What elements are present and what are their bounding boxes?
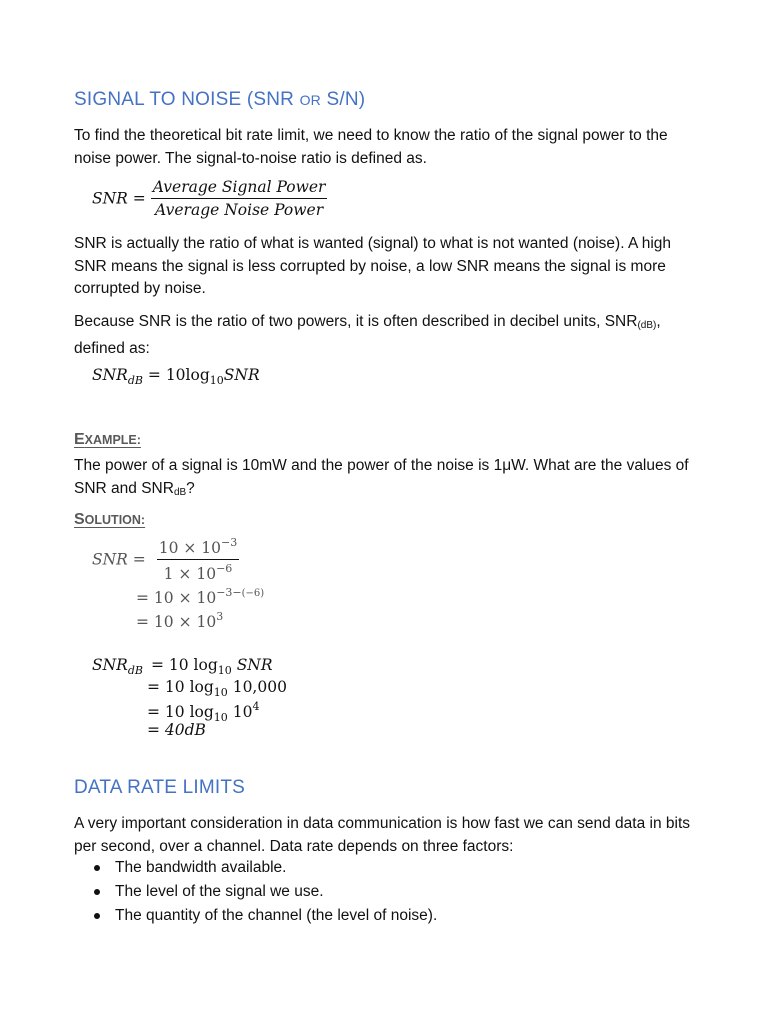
section-heading-snr [74, 89, 365, 111]
step2-base: = 10 × 10 [136, 589, 217, 607]
db3-b: 10 [227, 703, 253, 721]
snr-db-eq: = 10log [142, 366, 210, 384]
bullet-icon [94, 913, 100, 919]
decibel-text-sub: (dB) [637, 320, 657, 331]
db1-b: SNR [231, 656, 273, 674]
formula-denominator: Average Noise Power [155, 201, 324, 219]
db-lhs: SNR [92, 656, 128, 674]
snr-db-formula [92, 366, 260, 387]
heading-text: SIGNAL TO NOISE (SNR [74, 89, 300, 110]
solution-numerator [157, 536, 240, 560]
db3-exp: 4 [252, 700, 260, 713]
solution-db-line-4: = 40dB [147, 721, 206, 739]
list-item [74, 880, 437, 904]
heading-text-end: S/N) [320, 89, 366, 110]
example-heading-rest: XAMPLE: [84, 433, 141, 447]
solution-step-2 [136, 586, 264, 607]
data-rate-paragraph [74, 813, 704, 858]
step2-exp-b: (−6) [241, 588, 265, 599]
list-item-text: The quantity of the channel (the level of noise). [115, 907, 438, 924]
snr-db-lhs-sub: dB [127, 374, 143, 387]
example-heading [74, 431, 141, 449]
step3-exp: 3 [216, 610, 224, 623]
intro-paragraph [74, 125, 704, 170]
snr-explanation-paragraph [74, 233, 704, 301]
formula-lhs: SNR = [92, 189, 146, 208]
solution-denominator [157, 560, 240, 583]
solution-den-exp: −6 [216, 562, 233, 575]
db2-sub: 10 [213, 686, 228, 699]
factors-list [74, 856, 437, 928]
decibel-text [74, 311, 704, 360]
formula-numerator: Average Signal Power [151, 178, 328, 199]
solution-db-line-1 [92, 656, 273, 677]
snr-db-tail: SNR [223, 366, 260, 384]
bullet-icon [94, 865, 100, 871]
list-item-text: The level of the signal we use. [115, 883, 324, 900]
example-paragraph [74, 455, 704, 504]
step2-exp-a: −3− [216, 586, 242, 599]
example-text-a: The power of a signal is 10mW and the power of the noise is 1μW. What are the values of SNR and SNR [74, 457, 689, 497]
bullet-icon [94, 889, 100, 895]
decibel-paragraph [74, 311, 704, 360]
db-lhs-sub: dB [127, 664, 143, 677]
formula-fraction [151, 178, 328, 219]
solution-snr-fraction [92, 536, 239, 583]
solution-num-base: 10 × 10 [158, 539, 221, 557]
db2-a: = 10 log [147, 678, 214, 696]
list-item [74, 856, 437, 880]
solution-heading [74, 511, 145, 529]
step3-base: = 10 × 10 [136, 613, 217, 631]
section-heading-data-rate: DATA RATE LIMITS [74, 777, 246, 798]
list-item [74, 904, 437, 928]
snr-db-lhs: SNR [92, 366, 128, 384]
solution-fraction [157, 536, 240, 583]
solution-num-exp: −3 [221, 536, 238, 549]
example-heading-first: E [74, 431, 85, 448]
heading-or: OR [299, 92, 321, 108]
db2-b: 10,000 [227, 678, 287, 696]
example-text [74, 455, 704, 504]
example-text-b: ? [186, 479, 195, 497]
data-rate-text: A very important consideration in data communication is how fast we can send data in bits per second, over a channel. Data rate depends on three factors: [74, 815, 691, 855]
solution-step-3 [136, 610, 223, 631]
solution-den-base: 1 × 10 [163, 565, 217, 583]
list-item-text: The bandwidth available. [115, 859, 287, 876]
solution-heading-first: S [74, 511, 85, 528]
snr-db-log-base: 10 [209, 374, 224, 387]
snr-explanation-text: SNR is actually the ratio of what is wanted (signal) to what is not wanted (noise). A high SNR means the signal is less corrupted by noise, a low SNR means the signal is more corrupted by noise. [74, 235, 672, 297]
db3-sub: 10 [213, 711, 228, 724]
decibel-text-b: , defined as: [74, 313, 661, 357]
snr-definition-formula [92, 178, 327, 219]
solution-db-line-2 [147, 678, 287, 699]
solution-heading-rest: OLUTION: [84, 513, 146, 527]
db3-a: = 10 log [147, 703, 214, 721]
decibel-text-a: Because SNR is the ratio of two powers, it is often described in decibel units, SNR [74, 313, 638, 330]
db1-a: = 10 log [150, 656, 218, 674]
intro-text: To find the theoretical bit rate limit, we need to know the ratio of the signal power to the noise power. The signal-to-noise ratio is defined as. [74, 127, 668, 167]
solution-snr-lhs: SNR = [92, 550, 146, 569]
db1-sub: 10 [217, 664, 232, 677]
example-text-sub: dB [173, 486, 187, 498]
